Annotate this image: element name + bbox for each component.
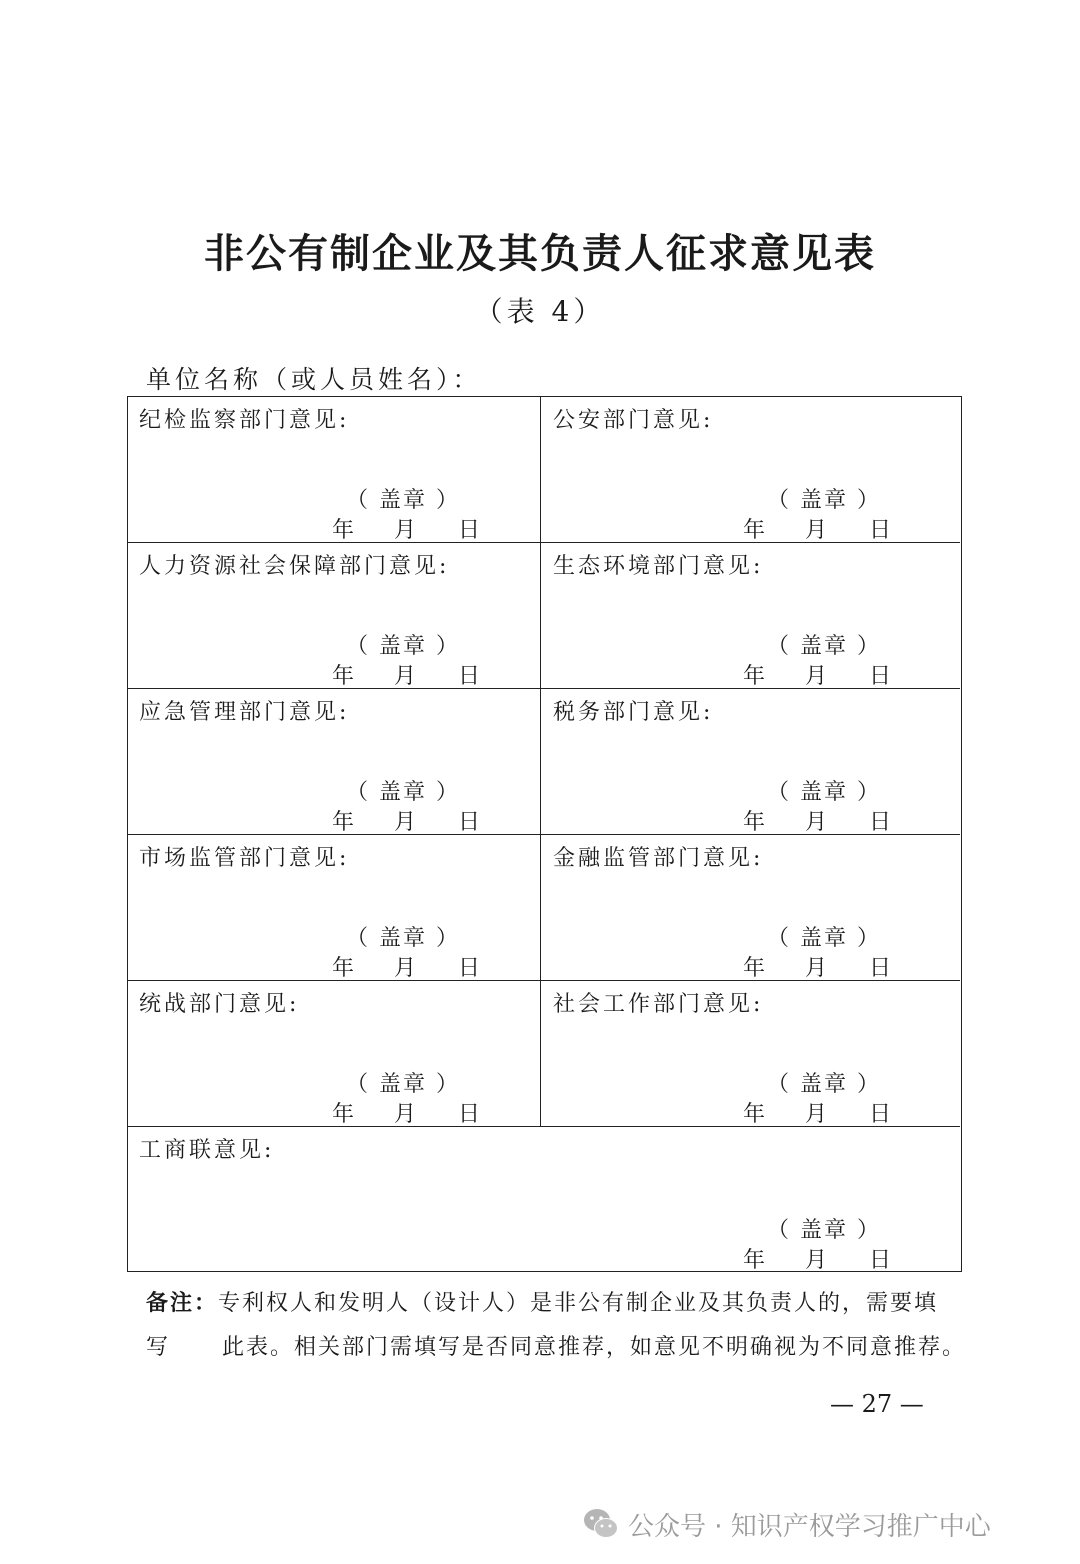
date-month: 月 xyxy=(805,810,828,835)
seal-placeholder: （ 盖章 ） xyxy=(767,1218,881,1243)
date-year: 年 xyxy=(743,518,766,543)
date-year: 年 xyxy=(332,956,355,981)
date-year: 年 xyxy=(743,1248,766,1273)
department-opinion-cell[interactable] xyxy=(128,543,541,689)
date-day: 日 xyxy=(458,1102,481,1127)
date-day: 日 xyxy=(869,664,892,689)
department-label: 人力资源社会保障部门意见: xyxy=(139,554,450,579)
date-month: 月 xyxy=(394,664,417,689)
date-year: 年 xyxy=(332,518,355,543)
seal-placeholder: （ 盖章 ） xyxy=(767,780,881,805)
date-month: 月 xyxy=(805,956,828,981)
department-opinion-cell[interactable] xyxy=(541,543,960,689)
date-day: 日 xyxy=(869,956,892,981)
date-day: 日 xyxy=(869,1102,892,1127)
seal-placeholder: （ 盖章 ） xyxy=(346,634,460,659)
date-month: 月 xyxy=(805,1102,828,1127)
department-label: 公安部门意见: xyxy=(553,408,714,433)
seal-placeholder: （ 盖章 ） xyxy=(767,488,881,513)
department-label: 生态环境部门意见: xyxy=(553,554,764,579)
seal-placeholder: （ 盖章 ） xyxy=(346,488,460,513)
date-year: 年 xyxy=(332,810,355,835)
date-day: 日 xyxy=(458,956,481,981)
remark-head: 备注： xyxy=(146,1291,219,1316)
seal-placeholder: （ 盖章 ） xyxy=(767,1072,881,1097)
date-month: 月 xyxy=(805,1248,828,1273)
date-month: 月 xyxy=(394,1102,417,1127)
seal-placeholder: （ 盖章 ） xyxy=(767,634,881,659)
date-year: 年 xyxy=(743,956,766,981)
department-opinion-cell[interactable] xyxy=(541,397,960,543)
department-opinion-cell[interactable] xyxy=(128,835,541,981)
date-month: 月 xyxy=(394,518,417,543)
department-opinion-cell[interactable] xyxy=(128,397,541,543)
department-label: 市场监管部门意见: xyxy=(139,846,350,871)
date-day: 日 xyxy=(458,518,481,543)
department-label: 社会工作部门意见: xyxy=(553,992,764,1017)
department-opinion-cell[interactable] xyxy=(128,1127,960,1273)
seal-placeholder: （ 盖章 ） xyxy=(346,926,460,951)
department-label: 纪检监察部门意见: xyxy=(139,408,350,433)
date-year: 年 xyxy=(743,1102,766,1127)
date-month: 月 xyxy=(805,518,828,543)
opinion-form-table xyxy=(127,396,962,1272)
date-day: 日 xyxy=(458,664,481,689)
seal-placeholder: （ 盖章 ） xyxy=(767,926,881,951)
watermark-text: 公众号 · 知识产权学习推广中心 xyxy=(628,1511,991,1542)
remark-note xyxy=(146,1282,967,1370)
department-opinion-cell[interactable] xyxy=(128,981,541,1127)
department-label: 应急管理部门意见: xyxy=(139,700,350,725)
seal-placeholder: （ 盖章 ） xyxy=(346,780,460,805)
department-label: 税务部门意见: xyxy=(553,700,714,725)
unit-name-label: 单位名称（或人员姓名）： xyxy=(146,365,482,394)
date-year: 年 xyxy=(743,810,766,835)
page-title: 非公有制企业及其负责人征求意见表 xyxy=(204,230,876,277)
date-year: 年 xyxy=(743,664,766,689)
table-number: （表 4） xyxy=(474,295,606,328)
date-year: 年 xyxy=(332,1102,355,1127)
department-opinion-cell[interactable] xyxy=(128,689,541,835)
department-opinion-cell[interactable] xyxy=(541,689,960,835)
department-label: 金融监管部门意见: xyxy=(553,846,764,871)
seal-placeholder: （ 盖章 ） xyxy=(346,1072,460,1097)
department-label: 统战部门意见: xyxy=(139,992,300,1017)
page-number: — 27 — xyxy=(830,1390,924,1418)
department-opinion-cell[interactable] xyxy=(541,981,960,1127)
date-year: 年 xyxy=(332,664,355,689)
date-day: 日 xyxy=(869,518,892,543)
date-day: 日 xyxy=(869,810,892,835)
remark-line-1: 专利权人和发明人（设计人）是非公有制企业及其负责人的，需要填写 xyxy=(146,1291,939,1360)
date-month: 月 xyxy=(805,664,828,689)
wechat-icon xyxy=(582,1507,620,1541)
department-label: 工商联意见: xyxy=(139,1138,275,1163)
remark-line-2: 此表。相关部门需填写是否同意推荐，如意见不明确视为不同意推荐。 xyxy=(222,1335,967,1360)
date-month: 月 xyxy=(394,956,417,981)
date-day: 日 xyxy=(869,1248,892,1273)
watermark xyxy=(582,1504,991,1544)
date-month: 月 xyxy=(394,810,417,835)
department-opinion-cell[interactable] xyxy=(541,835,960,981)
date-day: 日 xyxy=(458,810,481,835)
